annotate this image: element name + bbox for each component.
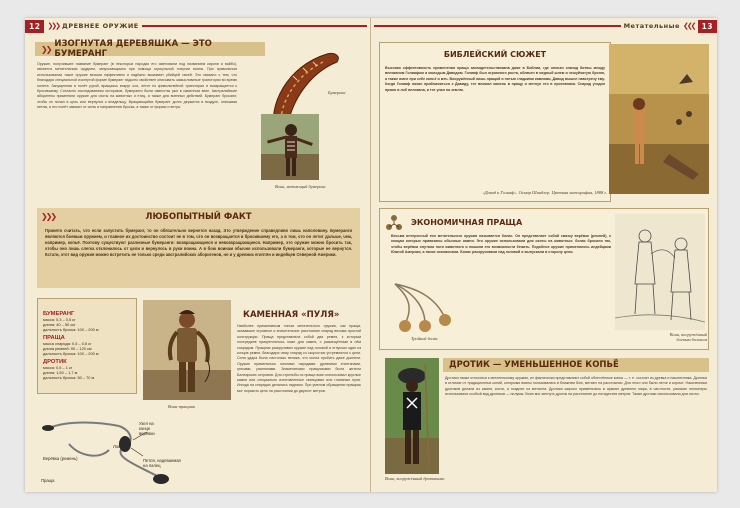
page-number-right: 13 bbox=[698, 20, 717, 33]
right-page bbox=[371, 18, 717, 492]
sling-label-pouch: Верёвка (ремень) bbox=[43, 456, 78, 461]
chevron-decor-icon: ❯❯❯ bbox=[47, 22, 60, 30]
sling-label-fingers: Петля, надеваемая на палец bbox=[143, 458, 181, 468]
spec-line: масса: 0,5 – 1 кг bbox=[43, 365, 73, 370]
dart-warrior-caption: Воин, вооружённый дротиками bbox=[385, 476, 445, 481]
dart-body: Дротики также относятся к метательному оружию, их фактически представляют собой облегчённые копья — т. е. состоят из древка и наконечника. Дротики в отличие от традиционных копий, которыми воины пользовались в ближнем бою, метают на расстоянии. Для этого они были легче и короче. Наконечники дротиков делали из камня, кости, а позднее из металла. Дротики широко применялись в армиях древнего мира, в частности, римские легионеры использовали особый вид дротиков — пилумы. Воин мог метнуть дротик на расстояние до пятидесяти метров. Также дротики использовали для охоты. bbox=[445, 376, 707, 397]
spec-line: масса снаряда: 0,5 – 0,6 кг bbox=[43, 341, 92, 346]
warrior-boomerang-photo bbox=[261, 114, 319, 180]
left-page-header bbox=[25, 18, 370, 34]
right-page-header bbox=[371, 18, 717, 34]
stone-section-title bbox=[233, 308, 361, 322]
chevron-decor-icon: ❯❯ bbox=[41, 44, 51, 54]
stone-body: Наиболее примитивным типом метательного оружия, как праща, оказавшее огромное и значительное расстояние снаряд весьма простой конструкции. Праща представляла собой два ремня, к которым посередине прикреплялось ложе для камня, с размещённым в нём снарядом. Пращник раскручивал оружие над головой и отпускал один из концов ремня, благодаря чему снаряд со скоростью устремлялся к цели. Сила удара была настолько велика, что могла пробить даже доспехи. Оружие применялось многими народами: древними египтянами, греками, римлянами. Знаменитыми пращниками были жители Балеарских островов. Для стрельбы из пращи воин использовал круглые камни или специально изготовленные свинцовые или глиняные пули. Иногда на снарядах делались надписи. При умелом обращении пращник мог поразить цель на расстоянии до двухсот метров. bbox=[237, 324, 361, 393]
specs-list bbox=[43, 308, 133, 380]
boomerang-body: Оружие, получившее название бумеранг (в некоторых народах его именовали под названием кирони и вайбо), является метательным орудием, запускающимся при помощи мускульной энергии воина. При правильном использовании такое оружие весьма эффективно и надёжно выживает убийцей своей. Это связано с тем, что благодаря специальной изогнутой форме бумеранг надолго свойствен описывать замысловатые траектории во время полета. Запущенная в полёт рукой, вращаясь вокруг оси, летит по криволинейной траектории и возвращается к бросившему. Согласно исследованиям историков, бумеранги были известны уже в каменном веке. Австралийские аборигены применяли оружие для охоты на животных и птиц, а также для военных действий. Бумеранг бросают, чтобы он попал в цель или вернулся к владельцу. Вращающийся бумеранг долго держится в воздухе, описывая петлю, и его полёт зависит от силы и направления броска, а также от формы и ветра. bbox=[37, 62, 237, 110]
spec-line: дальность броска: 100 – 200 м bbox=[43, 351, 99, 356]
sling-label-cup: Ложе bbox=[113, 444, 124, 449]
running-title-right: Метательные bbox=[623, 22, 680, 30]
spec-line: дальность броска: 100 – 200 м bbox=[43, 327, 99, 332]
spec-line: масса: 0,3 – 0,5 кг bbox=[43, 317, 76, 322]
boomerang-title-text: ИЗОГНУТАЯ ДЕРЕВЯШКА — ЭТО БУМЕРАНГ bbox=[54, 39, 212, 59]
book-spread bbox=[25, 18, 717, 492]
dart-section-title bbox=[443, 358, 709, 372]
running-title-left: ДРЕВНЕЕ ОРУЖИЕ bbox=[62, 22, 139, 30]
bible-quote: «Давид и Голиаф». Осмар Шиндлер. Цветная литография, 1888 г. bbox=[482, 190, 607, 195]
bible-title: БИБЛЕЙСКИЙ СЮЖЕТ bbox=[443, 50, 547, 59]
fact-title: ЛЮБОПЫТНЫЙ ФАКТ bbox=[145, 212, 252, 222]
spec-line: длина: 40 – 50 см bbox=[43, 322, 75, 327]
page-number-left: 12 bbox=[25, 20, 44, 33]
dart-warrior-photo bbox=[385, 358, 439, 474]
bolas-warrior-engraving bbox=[615, 214, 705, 330]
header-rule bbox=[142, 25, 367, 27]
fact-box bbox=[37, 208, 360, 288]
bible-body: Высокая эффективность применения пращи засвидетельствована даже в Библии, где описан эпизод битвы между великаном Голиафом и молодым Давидом. Голиаф был огромного роста, облачен в медный шлем и чешуйчатую броню, а также имел при себе копьё и меч. Вооружённый лишь пращой и пятью гладкими камнями, Давид вышел навстречу ему. Когда Голиаф начал приближаться к Давиду, тот вложил камень в пращу и метнул его в противника. Снаряд угодил прямо в лоб великана, и тот упал на землю. bbox=[385, 66, 605, 92]
bolas-icon bbox=[385, 214, 403, 232]
bolas-title: ЭКОНОМИЧНАЯ ПРАЩА bbox=[411, 218, 523, 227]
sling-diagram bbox=[39, 416, 189, 488]
sling-label-loop: Узел на конце верёвки bbox=[139, 421, 155, 436]
stone-title-text: КАМЕННАЯ «ПУЛЯ» bbox=[243, 310, 340, 320]
chevron-decor-icon: ❮❮❮ bbox=[682, 22, 695, 30]
fact-body: Принято считать, что если запустить бумеранг, то он обязательно вернется назад. Это утверждение справедливо лишь наполовину. Бумеранги являются боевым оружием, и главное их достоинство состоит не в том, что он возвращается в бросившему его, а в том, что он летит дальше, чем, например, копьё. Поэтому существуют различные бумеранги: возвращающиеся и невозвращающиеся. Например, это оружие можно бросить так, чтобы оно лишь слегка отклонилось от цели и вернулось в руки воина. А в бою воинам обычно использовали бумеранги, которые не вернутся. Кстати, этот вид оружия можно встретить не только среди австралийских аборигенов, но и у древних египтян и индейцев Северной Америки. bbox=[45, 228, 352, 257]
chevron-decor-icon: ❯❯❯ bbox=[41, 212, 56, 221]
spec-line: длина: 1,50 – 1,7 м bbox=[43, 370, 78, 375]
bolas-warrior-caption: Воин, вооружённый боевым болоном bbox=[669, 332, 707, 343]
boomerang-body-continued bbox=[37, 160, 197, 204]
header-rule bbox=[374, 25, 621, 27]
spec-line: дальность броска: 50 – 70 м bbox=[43, 375, 95, 380]
spec-sling-title: ПРАЩА bbox=[43, 335, 65, 341]
boomerang-section-title bbox=[35, 39, 265, 59]
slinger-photo bbox=[143, 300, 231, 400]
spec-dart-title: ДРОТИК bbox=[43, 359, 67, 365]
spec-line: длина ремней: 90 – 120 см bbox=[43, 346, 92, 351]
dart-title-text: ДРОТИК — УМЕНЬШЕННОЕ КОПЬЁ bbox=[449, 360, 619, 370]
warrior-boomerang-caption: Воин, метающий бумеранг bbox=[275, 184, 326, 189]
spec-boomerang-title: БУМЕРАНГ bbox=[43, 311, 75, 317]
slinger-caption: Воин-пращник bbox=[168, 404, 196, 409]
sling-label-sling: Праща bbox=[41, 478, 55, 483]
bolas-caption: Тройной болас bbox=[411, 336, 438, 341]
david-goliath-painting bbox=[609, 44, 709, 194]
boomerang-caption: Бумеранг bbox=[328, 90, 346, 95]
bolas-illustration bbox=[385, 274, 465, 334]
bolas-body: Весьма интересный тип метательного оружия называется болас. Он представляет собой связку верёвок (ремней), к концам которых привязаны обычные камни. Это оружие использовали для охоты на животных: болас бросали так, чтобы верёвки опутали ноги животного и лишили его возможности бежать. Подобное оружие применялось индейцами Южной Америки, а также эскимосами. Болас раскручивали над головой и выпускали в сторону цели. bbox=[391, 234, 611, 255]
left-page bbox=[25, 18, 371, 492]
